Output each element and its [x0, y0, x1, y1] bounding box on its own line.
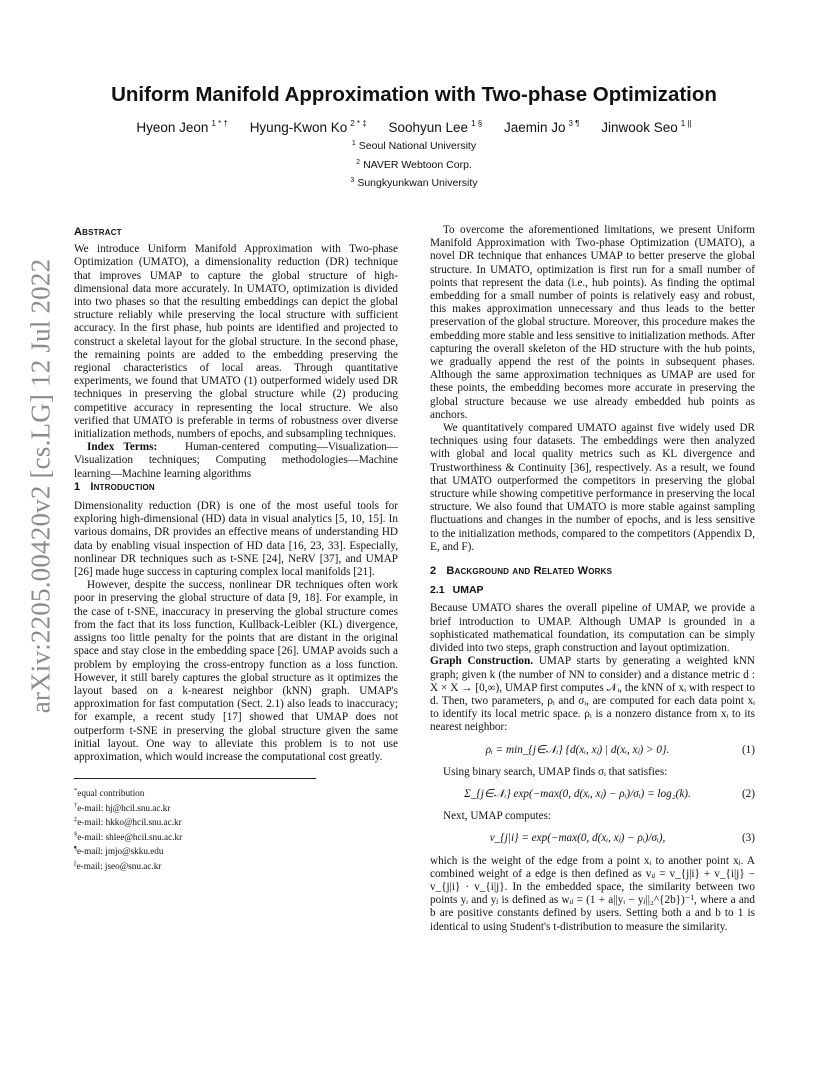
- footnote: ‡e-mail: hkko@hcil.snu.ac.kr: [74, 816, 182, 828]
- author: Soohyun Lee $^{1 \S}$: [388, 119, 483, 135]
- abstract-text: We introduce Uniform Manifold Approximation with Two-phase Optimization (UMATO), a dimensionality reduction (DR) technique that improves UMAP to capture the global structure of high-dimensional data more accurately. In UMATO, optimization is divided into two phases so that the resulting embeddings can depict the global structure reliably while preserving the local structure with sufficient accuracy. In the first phase, hub points are identified and projected to construct a skeletal layout for the global structure. In the second phase, the remaining points are added to the embedding preserving the regional characteristics of local areas. Through quantitative experiments, we found that UMATO (1) outperformed widely used DR techniques in preserving the global structure while (2) producing competitive accuracy in representing the local structure. We also verified that UMATO is preferable in terms of robustness over diverse initialization methods, numbers of epochs, and subsampling techniques.: [74, 243, 398, 441]
- author-list: [0, 119, 828, 135]
- affiliation: $^3$ Sungkyunkwan University: [350, 177, 478, 189]
- footnote: ¶e-mail: jmjo@skku.edu: [74, 845, 164, 857]
- affiliation: $^1$ Seoul National University: [351, 140, 477, 152]
- body-paragraph: Next, UMAP computes:: [443, 810, 552, 823]
- intro-heading: 1 Introduction: [74, 480, 155, 493]
- graph-construction-label: Graph Construction.: [430, 655, 534, 668]
- equation-3: v_{j|i} = exp(−max(0, d(xᵢ, xⱼ) − ρᵢ)/σᵢ), (3): [489, 832, 755, 845]
- left-column: [74, 226, 398, 872]
- body-paragraph: Because UMATO shares the overall pipeline of UMAP, we provide a brief introduction to UMAP. Although UMAP is grounded in a sophisticated mathematical foundation, its computation can be simply divided into two steps, graph construction and layout optimization.: [430, 602, 755, 655]
- abstract-heading: Abstract: [74, 226, 122, 238]
- index-terms-label: Index Terms:: [87, 441, 158, 454]
- body-paragraph: Using binary search, UMAP finds σᵢ that satisfies:: [443, 765, 668, 778]
- equation-1: ρᵢ = min_{j∈𝒩ᵢ} {d(xᵢ, xⱼ) | d(xᵢ, xⱼ) > 0}. (1): [485, 743, 755, 756]
- body-paragraph: To overcome the aforementioned limitations, we present Uniform Manifold Approximation with Two-phase Optimization (UMATO), a novel DR technique that enhances UMAP to better preserve the global structure. In UMATO, optimization is first run for a small number of points that represent the data (i.e., hub points). As finding the optimal embedding for a small number of points is relatively easy and robust, this makes approximation unnecessary and thus leads to the better preservation of the global structure. Moreover, this procedure makes the embedding more stable and less sensitive to initialization methods. After capturing the overall skeleton of the HD structure with the hub points, we gradually append the rest of the points in subsequent phases. Although the same approximation techniques as UMAP are used for these points, the embedding becomes more accurate in preserving the global structure because we use already embedded hub points as anchors.: [430, 224, 755, 421]
- equation-2: Σ_{j∈𝒩ᵢ} exp(−max(0, d(xᵢ, xⱼ) − ρᵢ)/σᵢ) = log₂(k). (2): [464, 787, 755, 800]
- intro-paragraph: Dimensionality reduction (DR) is one of the most useful tools for exploring high-dimensional (HD) data in visual analytics [5, 10, 15]. In various domains, DR provides an effective means of understanding HD data by enabling visual inspection of HD data [16, 23, 33]. Especially, nonlinear DR techniques such as t-SNE [24], NeRV [37], and UMAP [26] made huge success in capturing complex local manifolds [21].: [74, 500, 398, 579]
- right-column: [430, 224, 755, 934]
- author: Hyeon Jeon $^{1 * \dagger}$: [136, 119, 228, 135]
- index-terms: Index Terms: Human-centered computing—Visualization—Visualization techniques; Computing methodologies—Machine learning—Machine learning algorithms: [74, 441, 398, 480]
- body-paragraph: which is the weight of the edge from a point xᵢ to another point xⱼ. A combined weight of a edge is then defined as vᵢⱼ = v_{j|i} + v_{i|j} − v_{j|i} · v_{i|j}. In the embedded space, the similarity between two points yᵢ and yⱼ is defined as wᵢⱼ = (1 + a||yᵢ − yⱼ||₂^{2b})⁻¹, where a and b are positive constants defined by users. Setting both a and b to 1 is identical to using Student's t-distribution to measure the similarity.: [430, 854, 755, 933]
- affiliation-list: [0, 136, 828, 192]
- footnote: †e-mail: hj@hcil.snu.ac.kr: [74, 801, 171, 813]
- section-2-heading: 2 Background and Related Works: [430, 565, 613, 578]
- subsection-2-1-heading: 2.1 UMAP: [430, 584, 484, 597]
- affiliation: $^2$ NAVER Webtoon Corp.: [356, 158, 472, 171]
- author: Jaemin Jo $^{3 \P}$: [503, 119, 580, 135]
- footnote: ||e-mail: jseo@snu.ac.kr: [74, 859, 162, 871]
- graph-construction-paragraph: Graph Construction. UMAP starts by generating a weighted kNN graph; given k (the number of NN to consider) and a distance metric d : X × X → [0,∞), UMAP first computes 𝒩ᵢ, the kNN of xᵢ with respect to d. Then, two parameters, ρᵢ and σᵢ, are computed for each data point xᵢ to identify its local metric space. ρᵢ is a nonzero distance from xᵢ to its nearest neighbor:: [430, 655, 756, 734]
- arxiv-stamp-text: arXiv:2205.00420v2 [cs.LG] 12 Jul 2022: [25, 258, 56, 714]
- footnote: §e-mail: shlee@hcil.snu.ac.kr: [74, 830, 183, 842]
- footnote-rule: [74, 778, 316, 779]
- intro-paragraph: However, despite the success, nonlinear DR techniques often work poor in preserving the global structure of data [9, 18]. For example, in the case of t-SNE, inaccuracy in preserving the global structure comes from the fact that its loss function, Kullback-Leibler (KL) divergence, assigns too little penalty for the points that are distant in the original space and stay close in the embedding space [26]. UMAP avoids such a problem by employing the cross-entropy function as a loss function. However, it still barely captures the global structure as it optimizes the layout based on a k-nearest neighbor (kNN) graph. UMAP's approximation for fast computation (Sect. 2.1) also leads to inaccuracy; for example, a recent study [17] showed that UMAP does not outperform t-SNE in preserving the global structure given the same initial layout. One way to alleviate this problem is to not use approximation, which would increase the computational cost greatly.: [74, 579, 398, 763]
- arxiv-stamp: [18, 258, 64, 714]
- footnote: *equal contribution: [74, 787, 145, 799]
- body-paragraph: We quantitatively compared UMATO against five widely used DR techniques using four datasets. The embeddings were then analyzed with global and local quality metrics such as KL divergence and Trustworthiness & Continuity [36], respectively. As a result, we found that UMATO outperformed the competitors in preserving the global structure while showing competitive performance in preserving the local structure. We also found that UMATO is more stable against sampling fluctuations and changes in the number of epochs, and is less sensitive to the initialization methods, compared to the competitors (Appendix D, E, and F).: [430, 422, 755, 553]
- author: Jinwook Seo $^{1 ||}$: [601, 119, 692, 135]
- author: Hyung-Kwon Ko $^{2 * \ddagger}$: [249, 119, 367, 135]
- paper-title: Uniform Manifold Approximation with Two-phase Optimization: [111, 83, 717, 106]
- footnotes: [74, 785, 398, 872]
